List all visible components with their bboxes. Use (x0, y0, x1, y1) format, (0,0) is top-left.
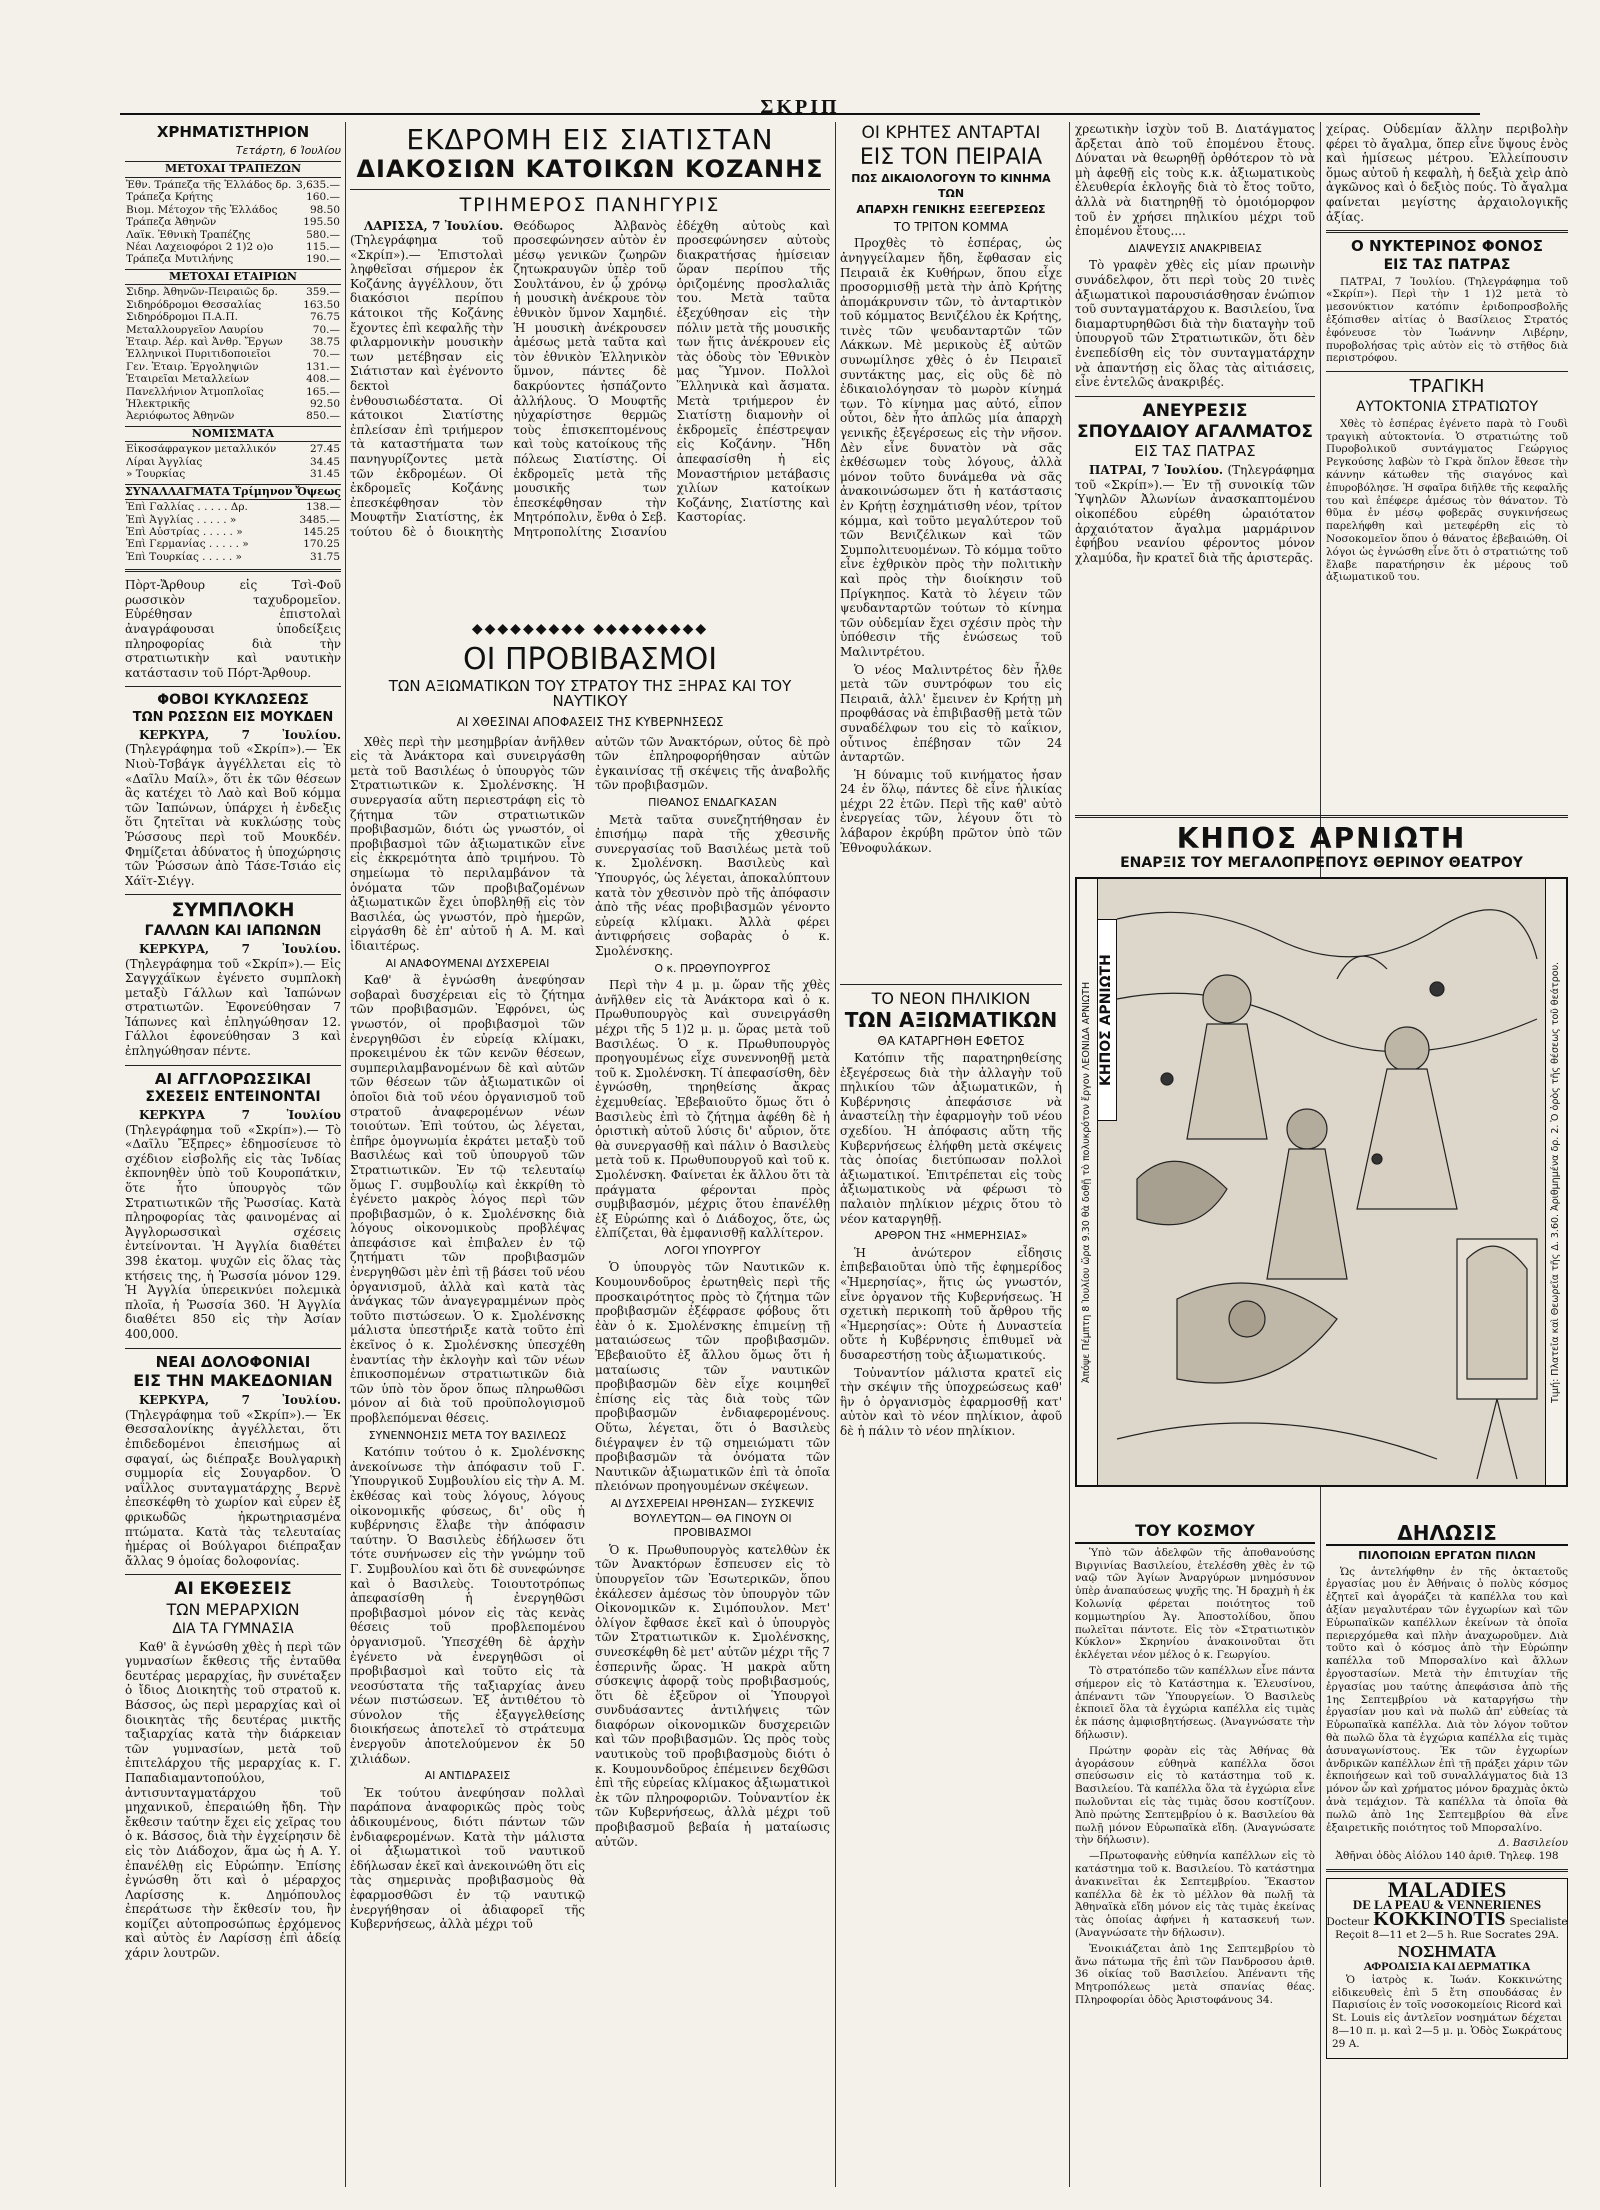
banks-name: Τράπεζα Κρήτης (126, 191, 214, 204)
a3-dateline: ΚΕΡΚΥΡΑ 7 Ἰουλίου (139, 1108, 341, 1123)
probibasmoi-columns (350, 735, 830, 2005)
divider (1075, 815, 1568, 818)
a3-sub: ΣΧΕΣΕΙΣ ΕΝΤΕΙΝΟΝΤΑΙ (145, 1089, 321, 1106)
dilosis-addr: Ἀθῆναι ὁδὸς Αἰόλου 140 ἀριθ. Τηλεφ. 198 (1335, 1850, 1559, 1863)
agalma-body: (Τηλεγράφημα τοῦ «Σκρίπ»).— Ἐν τῇ συνοικίᾳ τῶν Ὑψηλῶν Ἀλωνίων ἀνασκαπτομένου οἰκοπέδου εὑρέθη ὡραιότατον ἀρχαιότατον ἄγαλμα μαρμάρινον ἐφήβου νεανίου φέροντος μόνον χλαμύδα, ἢν κρατεῖ διὰ τῆς ἀριστερᾶς. (1075, 463, 1315, 565)
divider (125, 1348, 341, 1349)
companies-value: 163.50 (303, 298, 340, 311)
coins-row (125, 443, 341, 455)
a5-sub2: ΔΙΑ ΤΑ ΓΥΜΝΑΣΙΑ (172, 1620, 294, 1637)
probibasmoi-body-g: Ὁ ὑπουργὸς τῶν Ναυτικῶν κ. Κουμουνδοῦρος ἐρωτηθεὶς περὶ τῆς προσκαιρότητος πρὸς τὸ ζήτημα τῶν προβιβασμῶν ἐξέφρασε φόβους ὅτι ἐὰν ὁ κ. Σμολένσκης ἐπιμείνῃ τῇ ματαιώσεως τῶν προβιβασμῶν. Ἐβεβαιοῦτο ἐξ ἄλλου ὅμως ὅτι ἡ ματαίωσις τῶν ναυτικῶν προβιβασμῶν δὲν εἶχε κοιμηθεῖ ἐπίσης εἰς τὰς διὰ τοὺς τῶν προβιβασμῶν ἐνδιαφερομένους. Οὕτω, λέγεται, ὅτι ὁ Βασιλεὺς διέγραψεν ἐν τῷ σημειώματι τῶν προβιβασμῶν τὰ ὀνόματα τῶν Ναυτικῶν ἀξιωματικῶν ἐπὶ τὰ ὁποῖα πλειόνων προηγουμένων σκέψεων. (595, 1260, 830, 1494)
probibasmoi-sub: ΤΩΝ ΑΞΙΩΜΑΤΙΚΩΝ ΤΟΥ ΣΤΡΑΤΟΥ ΤΗΣ ΞΗΡΑΣ ΚΑΙ ΤΟΥ ΝΑΥΤΙΚΟΥ (388, 676, 792, 711)
autoktonia-body: Χθὲς τὸ ἑσπέρας ἐγένετο παρὰ τὸ Γουδὶ τραγικὴ αὐτοκτονία. Ὁ στρατιώτης τοῦ Πυροβολικοῦ συντάγματος Γεώργιος Ρεγκούσης λαβὼν τὸ Γκρὰ ὅπλον ἔθεσε τὴν κάννην κάτωθεν τῆς σιαγόνος καὶ ἐπυροβόλησε. Ἡ σφαῖρα διῆλθε τῆς κεφαλῆς του καὶ ἐπέφερε ἀμέσως τὸν θάνατον. Τὸ θῦμα ἐν μέσῳ φοβερᾶς συγκινήσεως παρελήφθη καὶ μετεφέρθη εἰς τὸ Νοσοκομεῖον ὅπου ὁ θάνατος ἐβεβαιώθη. Οἱ λόγοι ὡς ἐγνώσθη εἶνε ὅτι ὁ στρατιώτης τοῦ ἔλαβε παρατήρησιν ἐκ μέρους τοῦ ἀξιωματικοῦ του. (1326, 417, 1568, 584)
a2-sub: ΓΑΛΛΩΝ ΚΑΙ ΙΑΠΩΝΩΝ (144, 923, 322, 940)
kretes-sub4: ΤΟ ΤΡΙΤΟΝ ΚΟΜΜΑ (893, 219, 1009, 234)
divider (125, 569, 341, 572)
a4-body: (Τηλεγράφημα τοῦ «Σκρίπ»).— Ἐκ Θεσσαλονίκης ἀγγέλλεται, ὅτι ἐπιδεδομένοι ἐπεισήμως αἱ σφαγαί, ὡς διέπραξε Βουλγαρικὴ συμμορία εἰς Σουγαρδον. Ὁ ναΐλλος συνταγματάρχης Βερνὲ ἐπεσκέφθη τὸ χωρίον καὶ εὗρεν ἐξ φρικωδῶς ἠκρωτηριασμένα πτώματα. Κατὰ τὰς τελευταίας ἡμέρας οἱ Βούλγαροι διέπραξαν ἄλλας 9 ὁμοίας δολοφονίας. (125, 1407, 341, 1568)
coins-name: Λίραι Ἀγγλίας (126, 455, 203, 468)
companies-table (125, 286, 341, 422)
kipos-head: ΚΗΠΟΣ ΑΡΝΙΩΤΗ (1176, 822, 1467, 855)
companies-value: 70.— (312, 323, 340, 336)
tagmata-body2: Ἡ ἀνώτερον εἶδησις ἐπιβεβαιοῦται ὑπὸ τῆς ἐφημερίδος «Ἡμερησίας», ἥτις ὡς γνωστόν, εἶνε ὀργανον τῆς Κυβερνήσεως. Ἡ σχετικὴ περικοπὴ τοῦ ἄρθρου τῆς «Ἡμερησίας»: Οὐτε ἡ Δυναστεία οὔτε ἡ Κυβέρνησις ἐπιθυμεῖ νὰ δυσαρεστήσῃ τοὺς ἀξιωματικούς. (840, 1245, 1062, 1362)
companies-row (125, 361, 341, 373)
banks-value: 195.50 (303, 216, 340, 229)
probibasmoi-h-f: ΛΟΓΟΙ ΥΠΟΥΡΓΟΥ (664, 1243, 761, 1257)
ekdromi-dateline: ΛΑΡΙΣΣΑ, 7 Ἰουλίου. (364, 218, 504, 233)
column-2 (350, 122, 830, 2184)
tagmata-h-a: ΑΡΘΡΟΝ ΤΗΣ «ΗΜΕΡΗΣΙΑΣ» (874, 1229, 1028, 1243)
tagmata-head: ΤΟ ΝΕΟΝ ΠΗΛΙΚΙΟΝ (871, 988, 1031, 1008)
a3-body: (Τηλεγράφημα τοῦ «Σκρίπ»).— Τὸ «Δαῖλυ Ἔξπρες» ἐδημοσίευσε τὸ σχέδιον εἰσβολῆς εἰς τὰς Ἰνδίας ἐκπονηθὲν ὑπὸ τοῦ Κουροπάτκιν, ὅτε ἦτο ὑπουργὸς τῶν Στρατιωτικῶν τῆς Ῥωσσίας. Κατὰ πληροφορίας τὰς φαινομένας αἱ Ἀγγλορωσσικαὶ σχέσεις ἐντείνονται. Ἡ Ἀγγλία διαθέτει 398 ἑκατομ. ψυχῶν εἰς ὅλας τὰς κτήσεις της, ἡ Ῥωσσία μόνον 129. Ἡ Ἀγγλία ὑπερεικνύει πολεμικὰ πλοῖα, ἡ Ῥωσσία 360. Ἡ Ἀγγλία διαθέτει 850 εἰς τὴν Ἀσίαν 400,000. (125, 1122, 341, 1342)
kretes-body2: Ὁ νέος Μαλιντρέτος δὲν ἦλθε μετὰ τῶν συντρόφων του εἰς Πειραιᾶ, ἀλλ' ἔμεινεν ἐν Κρήτῃ μὴ προφθάσας νὰ ἐπιβιβασθῇ μετὰ τῶν συναδέλφων του εἰς τὸ καΐκιον, οὗτινος ἐπέβησαν τῶν 24 ἀνταρτῶν. (840, 662, 1062, 765)
fx-title: ΣΥΝΑΛΛΑΓΜΑΤΑ (125, 484, 231, 498)
coins-value: 27.45 (309, 443, 340, 456)
coins-row (125, 468, 341, 480)
fx-row (125, 538, 341, 550)
c4-body-a: Τὸ γραφὲν χθὲς εἰς μίαν πρωινὴν συνάδελφον, ὅτι περὶ τοὺς 20 τινὲς ἀξιωματικοὶ παρουσιάσθησαν ἐνώπιον τοῦ συνταγματάρχου κ. Βασιλείου, ἵνα διαμαρτυρηθῶσι διὰ τὴν διαταγὴν τοῦ ὑπουργοῦ τῶν Στρατιωτικῶν, ὅτι δὲν ἐνεπεδίσθη εἰς τὸν συνταγματάρχην νὰ ἀπαντήσῃ εἰς ὅλας τὰς αἰτιάσεις, εἶνε ἐντελῶς ἀνακριβές. (1075, 258, 1315, 390)
kretes-body3: Ἡ δύναμις τοῦ κινήματος ἦσαν 24 ἐν ὅλῳ, πάντες δὲ εἶνε ἡλικίας μέχρι 22 ἐτῶν. Περὶ τῆς καθ' αὐτὸ ἐνεργείας τῶν, λέγουν ὅτι τὸ λάβαρον ἐκρύβη πρῶτον ὑπὸ τῶν Ἐθνοφυλάκων. (840, 767, 1062, 855)
ekdromi-body: (Τηλεγράφημα τοῦ «Σκρίπ»).— Ἐπιστολαὶ ληφθεῖσαι σήμερον ἐκ Κοζάνης ἀγγέλλουν, ὅτι διακόσιοι περίπου κάτοικοι τῆς Κοζάνης ἔχοντες ἐπὶ κεφαλῆς τὴν φιλαρμονικὴν μουσικὴν των μετέβησαν εἰς Σιάτισταν καὶ ἐγένοντο δεκτοὶ ἐνθουσιωδέστατα. Οἱ κάτοικοι Σιατίστης ἐπλείσαν ἐπὶ τριήμερον τὰ καταστήματα των πανηγυρίζοντες μετὰ τῶν ἐκδρομέων. Οἱ ἐκδρομεῖς Κοζάνης ἐπεσκέφθησαν τὸν Μουφτῆν Σιατίστης, ἐκ τούτου δὲ ὁ διοικητὴς Θεόδωρος Ἀλβανὸς προσεφώνησεν αὐτὸν ἐν μέσῳ γενικῶν ζωηρῶν ζητωκραυγῶν ὑπὲρ τοῦ Σουλτάνου, ἐν ᾧ χρόνῳ ἡ μουσικὴ ἀνέκρουε τὸν ἐθνικὸν ὕμνον Χαμηδιέ. Ἡ μουσικὴ ἀνέκρουσεν ἀμέσως μετὰ ταῦτα καὶ τὸν ἐθνικὸν Ἑλληνικὸν ὕμνον, πάντες δὲ δακρύοντες ἠσπάζοντο ἀλλήλους. Ὁ Μουφτῆς ηὐχαρίστησε θερμῶς τοὺς ἐπισκεπτομένους καὶ τοὺς κατοίκους τῆς πόλεως Σιατίστης. Οἱ ἐκδρομεῖς μετὰ τῆς μουσικῆς των ἐπεσκέφθησαν τὴν Μητρόπολιν, ἔνθα ὁ Σεβ. Μητροπολίτης Σισανίου ἐδέχθη αὐτοὺς καὶ προσεφώνησεν αὐτοὺς διακρατήσας ἡμίσειαν ὥραν περίπου τῆς ὁριζομένης προσλαλιᾶς του. Μετὰ ταῦτα ἐξεχύθησαν εἰς τὴν πόλιν μετὰ τῆς μουσικῆς των ἥτις ἀνέκρουεν εἰς τὰς ὁδοὺς τὸν Ἐθνικὸν μας Ὕμνον. Πολλοὶ Ἕλληνικὰ καὶ ἄσματα. Μετὰ τριήμερον ἐν Σιατίστῃ διαμονὴν οἱ ἐκδρομεῖς ἐπέστρεψαν εἰς Κοζάνην. Ἤδη ἀπεφασίσθη ἡ εἰς Μοναστήριον μετάβασις χιλίων κατοίκων Κοζάνης, Σιατίστης καὶ Καστορίας. (350, 218, 830, 539)
kosmou-body3: Πρώτην φορὰν εἰς τὰς Ἀθήνας θὰ ἀγοράσουν εὐθηνὰ καπέλλα ὅσοι σπεύσωσιν εἰς τὸ κατάστημα τοῦ κ. Βασιλείου. Τὰ καπέλλα ὅλα τὰ ἐγχώρια εἶνε πωλοῦνται εἰς τὰς τιμὰς ὅσου κοστίζουν. Ἀπὸ πρώτης Σεπτεμβρίου ὁ κ. Βασιλείου θὰ πωλῇ μόνον Εὐρωπαϊκὰ εἴδη. (Ἀναγνώσατε τὴν δήλωσιν). (1075, 1744, 1315, 1847)
fx-name: Ἐπὶ Αὐστρίας . . . . . » (126, 526, 243, 539)
a5-head: ΑΙ ΕΚΘΕΣΕΙΣ (174, 1579, 292, 1600)
probibasmoi-h-d: ΠΙΘΑΝΟΣ ΕΝΔΑΓΚΑΣΑΝ (648, 796, 777, 810)
kretes-body: Προχθὲς τὸ ἑσπέρας, ὡς ἀνηγγείλαμεν ἤδη, ἔφθασαν εἰς Πειραιᾶ ἐκ Κυθήρων, ὅπου εἶχε προσορμισθῇ μετὰ τὴν ἀπὸ Κρήτης ἀπομάκρυνσιν τῶν, τὸ ἀνταρτικὸν τοῦ κόμματος Βενιζέλου ἐκ Κρήτης, τινὲς τῶν ψευδανταρτῶν τῶν Λάκκων. Μὲ μερικοὺς ἐξ αὐτῶν συνωμίλησε χθὲς ὁ ἐν Πειραιεῖ συντάκτης μας, εἰς οὓς δὲ πὸ ἐδικαιολόγησαν τὸ μωρὸν κίνημά των. Τὸ κίνημα μας αὐτό, εἶπον οὗτοι, δὲν ἦτο ἁπλῶς μία ἀπαρχὴ γενικῆς ἐξεγέρσεως εἰς τὴν νῆσον. Δὲν εἶνε δυνατὸν νὰ σᾶς ἐκθέσωμεν τοὺς λόγους, ἀλλὰ μόνον τοῦτο δυνάμεθα νὰ σᾶς ἀνακοινώσωμεν ὅτι ἡ κατάστασις ἐν Κρήτῃ ἐσχημάτισθη νέον, τρίτον κόμμα, καὶ τοῦτο μεγαλύτερον τοῦ τῶν Βενιζέλικων καὶ τῶν Συμπολιτευομένων. Τὸ κόμμα τοῦτο εἶνε ἐχθρικὸν πρὸς τὴν πολιτικὴν καὶ πρὸς τὴν διοίκησιν τοῦ Πρίγκηπος. Κατὰ τὸ λέγειν τῶν ψευδανταρτῶν τούτων τὸ κίνημα τῶν οὐδεμίαν ἔχει σχέσιν πρὸς τὴν ὑπόθεσιν τῆς ἑνώσεως τοῦ Μαλιντρέτου. (840, 236, 1062, 659)
banks-name: Τράπεζα Μυτιλήνης (126, 253, 234, 266)
kipos-arnioti-ad (1075, 815, 1568, 1515)
divider (125, 686, 341, 687)
companies-name: Πανελλήνιον Ἀτμοπλοΐας (126, 385, 264, 398)
coins-table (125, 443, 341, 480)
probibasmoi-body-d: Ἐκ τούτου ἀνεφύησαν πολλαὶ παράπονα ἀναφορικῶς πρὸς τοὺς ἀδικουμένους, διότι πάντων τῶν ἐνδιαφερομένων. Κατὰ τὴν μάλιστα οἱ ἀξιωματικοὶ τοῦ ναυτικοῦ ἐδήλωσαν ἐκεῖ καὶ ἀνεκοινώθη ὅτι εἰς τὰς σημερινὰς προβιβασμοὺς θὰ ἐφαρμοσθῶσι ἐν τῷ ναυτικῷ ἐνεργήθησαν οἱ ἀδιαφορεῖ τῆς Κυβερνήσεως, ἀλλὰ μέχρι τοῦ (350, 1785, 585, 1932)
companies-name: Σιδηρόδρομοι Π.Α.Π. (126, 311, 238, 324)
banks-title: ΜΕΤΟΧΑΙ ΤΡΑΠΕΖΩΝ (125, 161, 341, 178)
a2-body: (Τηλεγράφημα τοῦ «Σκρίπ»).— Εἰς Σαγγχάϊκων ἐγένετο συμπλοκὴ μεταξὺ Γάλλων καὶ Ἰαπώνων στρατιωτῶν. Ἐφονεύθησαν 7 Ἰάπωνες καὶ ἐπληγώθησαν 12. Γάλλοι ἐφονεύθησαν 3 καὶ ἐπληγώθησαν πέντε. (125, 956, 341, 1059)
a1-sub: ΤΩΝ ΡΩΣΣΩΝ ΕΙΣ ΜΟΥΚΔΕΝ (132, 710, 334, 726)
dilosis-body: Ὡς ἀντελήφθην ἐν τῆς ὀκταετοῦς ἐργασίας μου ἐν Ἀθήναις ὁ πολὺς κόσμος ἐζητεῖ καὶ ἀγοράζει τὰ καπέλλα του καὶ ἀξίαν μεγαλυτέραν τῶν ἐγχωρίων καὶ τῶν Εὐρωπαϊκῶν καπέλλων ἐκείνων τὰ ὁποῖα περιερχόμεθα καὶ πλὴν ἀναχωροῦμεν. Διὰ τοῦτο καὶ ὁ κόσμος ἀπὸ τὴν Εὐρώπην καπέλλα τοῦ Μπορσαλίνο καὶ ἄλλων ἐργοστασίων. Μετὰ τὴν ἐπιτυχίαν τῆς ἐργασίας μου ταύτης ἀπεφάσισα ἀπὸ τῆς 1ης Σεπτεμβρίου νὰ καταργήσω τὴν ἐργασίαν μου καὶ νὰ πωλῶ ἀπ' εὐθείας τὰ Εὐρωπαϊκὰ καπέλλα. Διὰ τὸν λόγον τοῦτον θὰ πωλῶ ὅλα τὰ ἐγχώρια καπέλλα εἰς τιμὰς ἀσυναγωνίστους. Ἐκ τῶν ἐγχωρίων ἀνδρικῶν καπέλλων ἐπὶ τῇ πράξει χάριν τῶν ἐκποιήσεων καὶ τοῦ συναλλάγματος διὰ 13 μόνον ὧν καὶ χρήματος μόνον δραχμὰς ὀκτὼ ἀνὰ τεμάχιον. Τὰ καπέλλα τὰ ὁποῖα θὰ πωλῶ ἀπὸ 1ης Σεπτεμβρίου θὰ εἶνε ἐξαιρετικῆς ποιότητος τοῦ Μπορσαλίνο. (1326, 1565, 1568, 1834)
fx-col-sight: Ὄψεως (295, 484, 341, 498)
column-3 (840, 122, 1062, 2184)
companies-name: Σιδηρόδρομοι Θεσσαλίας (126, 298, 262, 311)
a4-dateline: ΚΕΡΚΥΡΑ, 7 Ἰουλίου. (139, 1393, 341, 1408)
banks-value: 115.— (306, 240, 340, 253)
probibasmoi-h-a: ΑΙ ΑΝΑΦΟΥΜΕΝΑΙ ΔΥΣΧΕΡΕΙΑΙ (385, 956, 550, 970)
companies-value: 92.50 (309, 398, 340, 411)
maladies-line2: DE LA PEAU & VENNERIENES (1352, 1896, 1542, 1912)
column-5-lower (1326, 1520, 1568, 2184)
probibasmoi-h-g: ΑΙ ΔΥΣΧΕΡΕΙΑΙ ΗΡΘΗΣΑΝ— ΣΥΣΚΕΨΙΣ ΒΟΥΛΕΥΤΩΝ— ΘΑ ΓΙΝΟΥΝ ΟΙ ΠΡΟΒΙΒΑΣΜΟΙ (610, 1496, 815, 1540)
exchange-title: ΧΡΗΜΑΤΙΣΤΗΡΙΟΝ (156, 123, 310, 141)
dilosis-sub: ΠΙΛΟΠΟΙΩΝ ΕΡΓΑΤΩΝ ΠΙΛΩΝ (1358, 1549, 1536, 1562)
divider (1326, 1869, 1568, 1872)
agalma-head: ΑΝΕΥΡΕΣΙΣ (1142, 400, 1248, 421)
divider (125, 1065, 341, 1066)
companies-row (125, 348, 341, 360)
dilosis-head: ΔΗΛΩΣΙΣ (1326, 1523, 1568, 1546)
kretes-sub2: ΠΩΣ ΔΙΚΑΙΟΛΟΓΟΥΝ ΤΟ ΚΙΝΗΜΑ ΤΩΝ (851, 171, 1051, 200)
companies-value: 38.75 (309, 336, 340, 348)
fonos-body: ΠΑΤΡΑΙ, 7 Ἰουλίου. (Τηλεγράφημα τοῦ «Σκρίπ»). Περὶ τὴν 1 1)2 μετὰ τὸ μεσονύκτιον κατόπιν ἐριδοπροσβολῆς ἐξόπισθεν αἰτίας ὁ Βασίλειος Στρατός ἐφόνευσε τὸν Ἰωάννην Λιβέρην, πυροβολήσας τρὶς αὐτὸν εἰς τὸ στῆθος διὰ περιστρόφου. (1326, 275, 1568, 365)
fx-row (125, 501, 341, 513)
ekdromi-body-block (350, 219, 830, 614)
probibasmoi-col-a (350, 735, 585, 2005)
divider (1326, 230, 1568, 233)
companies-name: Γεν. Ἑταιρ. Ἐργοληψιῶν (126, 360, 259, 373)
companies-row (125, 336, 341, 348)
coins-name: Εἰκοσάφραγκον μεταλλικόν (126, 443, 277, 456)
kretes-sub3: ΑΠΑΡΧΗ ΓΕΝΙΚΗΣ ΕΞΕΓΕΡΣΕΩΣ (856, 203, 1046, 217)
banks-name: Βιομ. Μέτοχον τῆς Ἑλλάδος (126, 203, 278, 216)
illus-side-text-right: Τιμή: Πλατεῖα καὶ Θεωρεῖα τῆς Δ. 3.60. Ἀριθμημένα δρ. 2. Ὁ ὁρὸς τῆς θέσεως τοῦ θεάτρου. (1545, 879, 1566, 1485)
a1-dateline: ΚΕΡΚΥΡΑ, 7 Ἰουλίου. (139, 727, 341, 742)
fx-row (125, 551, 341, 563)
probibasmoi-col-b-head: αὐτῶν τῶν Ἀνακτόρων, οὗτος δὲ πρὸ τῶν ἐπληροφορήθησαν αὐτῶν ἐγκαινίσας τῇ σκέψεις τῆς ἀναβολῆς τῶν προβιβασμῶν. (595, 734, 830, 793)
a4-sub: ΕΙΣ ΤΗΝ ΜΑΚΕΔΟΝΙΑΝ (133, 1371, 333, 1391)
divider (1326, 371, 1568, 372)
kosmou-head: ΤΟΥ ΚΟΣΜΟΥ (1075, 1523, 1315, 1544)
coins-title: ΝΟΜΙΣΜΑΤΑ (125, 426, 341, 443)
a1-head: ΦΟΒΟΙ ΚΥΚΛΩΣΕΩΣ (157, 692, 309, 709)
banks-row (125, 204, 341, 216)
fx-value: 31.75 (309, 550, 340, 563)
c5-top-text: χείρας. Οὐδεμίαν ἄλλην περιβολὴν φέρει τὸ ἄγαλμα, ὅπερ εἶνε ὕψους ἑνὸς καὶ ἡμίσεως μέτρου. Ἐλλείπουσιν ὅμως αὐτοῦ ἡ κεφαλὴ, ἡ δεξιὰ χεὶρ ἀπὸ ἀγκῶνος καὶ ὁ δεξιὸς πούς. Τὸ ἄγαλμα φαίνεται μεγίστης ἀρχαιολογικῆς ἀξίας. (1326, 122, 1568, 224)
banks-row (125, 191, 341, 203)
companies-row (125, 373, 341, 385)
dilosis-sign: Δ. Βασιλείου (1498, 1837, 1568, 1850)
companies-value: 165.— (306, 385, 340, 398)
tagmata-sub: ΤΩΝ ΑΞΙΩΜΑΤΙΚΩΝ (844, 1008, 1058, 1033)
divider (840, 984, 1062, 985)
companies-value: 359.— (306, 286, 340, 299)
companies-name: Μεταλλουργεῖον Λαυρίου (126, 323, 264, 336)
banks-name: Λαϊκ. Ἐθνικὴ Τραπέζης (126, 228, 251, 241)
banks-value: 190.— (306, 253, 340, 266)
masthead (0, 0, 1600, 118)
a5-sub: ΤΩΝ ΜΕΡΑΡΧΙΩΝ (166, 1600, 300, 1620)
fx-value: 170.25 (303, 538, 340, 551)
illus-side-text-left: Ἀπόψε Πέμπτη 8 Ἰουλίου ὥρα 9.30 θὰ δοθῇ τὸ πολυκρότον ἔργον ΛΕΟΝΙΔΑ ΑΡΝΙΩΤΗ (1077, 879, 1098, 1485)
companies-title: ΜΕΤΟΧΑΙ ΕΤΑΙΡΙΩΝ (125, 269, 341, 286)
agalma-dateline: ΠΑΤΡΑΙ, 7 Ἰουλίου. (1089, 463, 1224, 478)
ekdromi-sub: ΔΙΑΚΟΣΙΩΝ ΚΑΤΟΙΚΩΝ ΚΟΖΑΝΗΣ (356, 155, 824, 184)
column-rule (345, 122, 346, 2187)
nosimata-sub: ΑΦΡΟΔΙΣΙΑ ΚΑΙ ΔΕΡΜΑΤΙΚΑ (1363, 1959, 1531, 1974)
companies-value: 850.— (306, 410, 340, 423)
kosmou-body: Ὑπὸ τῶν ἀδελφῶν τῆς ἀποθανούσης Βιργινίας Βασιλείου, ἐτελέσθη χθὲς ἐν τῷ ναῷ τῶν Ἀγίων Ἀναργύρων μνημόσυνον ὑπὲρ ἀναπαύσεως ψυχῆς της. Ἡ δραχμὴ ἡ ἐκ Κολωνίᾳ φέρεται ποιότητος τοῦ κομμωτηρίου Ἀγ. Ἀποστολίδου, ὅπου πωλεῖται πάντοτε. Εἰς τὸν «Στρατιωτικὸν Κύκλον» Σκρηνίου ἀνακοινοῦται ὅτι ἐκλέγεται νέον μέλος ὁ κ. Γεωργίου. (1075, 1546, 1315, 1662)
c4-h-a: ΔΙΑΨΕΥΣΙΣ ΑΝΑΚΡΙΒΕΙΑΣ (1128, 241, 1262, 255)
kosmou-body2: Τὸ στρατόπεδο τῶν καπέλλων εἶνε πάντα σήμερον εἰς τὸ Κατάστημα κ. Ἐλευσίνου, ἀπέναντι τῶν Ὑπουργείων. Ὁ Βασιλεὺς ἐκποιεῖ ὅλα τὰ ἐγχώρια καπέλλα εἰς τιμὰς ἐκ πάσης ἀμφισβητήσεως. (Ἀναγνώσατε τὴν δήλωσιν). (1075, 1664, 1315, 1741)
companies-name: Ἑταιρεῖαι Μεταλλείων (126, 373, 250, 386)
probibasmoi-head: ΟΙ ΠΡΟΒΙΒΑΣΜΟΙ (462, 642, 718, 678)
banks-value: 580.— (306, 228, 340, 241)
fx-table (125, 501, 341, 563)
tagmata-sub2: ΘΑ ΚΑΤΑΡΓΗΘΗ ΕΦΕΤΟΣ (877, 1034, 1025, 1049)
tagmata-body3: Τοὐναντίον μάλιστα κρατεῖ εἰς τὴν σκέψιν τῆς ὑποχρεώσεως καθ' ἣν ὁ ὀργανισμὸς ἐφαρμοσθῇ κατ' αὐτὸν καὶ τὸ νέον πηλίκιον, ἀφοῦ δὲ ἡ πάλιν τὸ νέον πηλίκιον. (840, 1365, 1062, 1438)
banks-name: Ἐθν. Τράπεζα τῆς Ἑλλάδος δρ. (126, 178, 292, 191)
fx-name: Ἐπὶ Γερμανίας . . . . . » (126, 538, 249, 551)
maladies-ad (1326, 1878, 1568, 2059)
fx-row (125, 526, 341, 538)
banks-value: 160.— (306, 191, 340, 204)
kipos-sub: ΕΝΑΡΞΙΣ ΤΟΥ ΜΕΓΑΛΟΠΡΕΠΟΥΣ ΘΕΡΙΝΟΥ ΘΕΑΤΡΟΥ (1120, 855, 1523, 872)
banks-value: 98.50 (309, 203, 340, 216)
a3-head: ΑΙ ΑΓΓΛΟΡΩΣΣΙΚΑΙ (154, 1069, 312, 1088)
kretes-head: ΟΙ ΚΡΗΤΕΣ ΑΝΤΑΡΤΑΙ (861, 123, 1041, 143)
banks-row (125, 216, 341, 228)
probibasmoi-body-f: Περὶ τὴν 4 μ. μ. ὥραν τῆς χθὲς ἀνῆλθεν εἰς τὰ Ἀνάκτορα καὶ ὁ κ. Πρωθυπουργὸς καὶ συνειργάσθη μέχρι τῆς 5 1)2 μ. μ. ὥρας μετὰ τοῦ Βασιλέως. Ὁ κ. Πρωθυπουργὸς προηγουμένως εἶχε συνεννοηθῇ μετὰ τοῦ κ. Σμολένσκη. Τί ἀπεφασίσθη, δὲν ἐγνώσθη, τηρηθείσης ἄκρας ἐχεμυθείας. Ἐβεβαιοῦτο ὅμως ὅτι ὁ Βασιλεὺς ἐπὶ τὸ ζήτημα ἀφέθη δὲ ἡ ὁριστικὴ αὐτοῦ λύσις δι' αὔριον, ὅτε θὰ συνεργασθῇ καὶ πάλιν ὁ Βασιλεὺς μετὰ τοῦ κ. Πρωθυπουργοῦ καὶ τοῦ κ. Σμολένσκη. Φαίνεται ἐκ ἄλλου ὅτι τὰ πράγματα φέρονται πρὸς συμβιβασμόν, μέχρις ὅτου ἐπανέλθῃ ἐξ Εὐρώπης καὶ ὁ Διάδοχος, ὅτε, ὡς ἐλπίζεται, θὰ ἐμφανισθῇ καλλίτερον. (595, 978, 830, 1241)
fx-col-3m: Τρίμηνον (232, 484, 293, 498)
coins-value: 34.45 (309, 455, 340, 468)
divider (125, 1574, 341, 1575)
exchange-date: Τετάρτη, 6 Ἰουλίου (235, 143, 341, 157)
banks-row (125, 229, 341, 241)
companies-value: 131.— (306, 360, 340, 373)
fx-row (125, 514, 341, 526)
companies-row (125, 299, 341, 311)
divider (350, 189, 830, 190)
banks-row (125, 241, 341, 253)
a5-body: Καθ' ἃ ἐγνώσθη χθὲς ἡ περὶ τῶν γυμνασίων ἔκθεσις τῆς ἐνταῦθα δευτέρας μεραρχίας, ἣν συνέταξεν ὁ ἴδιος Διοικητὴς τοῦ στρατοῦ κ. Βάσσος, ὡς περὶ μεραρχίας καὶ οἱ διοικητὰς τῆς δευτέρας μικτῆς ταξιαρχίας κατὰ τὴν διάρκειαν τῶν γυμνασίων, μετὰ τοῦ ἐπιτελάρχου τῆς μεραρχίας κ. Γ. Παπαδιαμαντοπούλου, ἀντισυνταγματάρχου τοῦ μηχανικοῦ, ἐπεραιώθη ἤδη. Τὴν ἔκθεσιν ταύτην ἔχει εἰς χεῖρας του ὁ κ. Βάσσος, διὰ τὴν ἐγχείρησιν δὲ εἰς τὸν Διάδοχον, ἅμα ὡς ἡ Α. Υ. ἐπανέλθῃ εἰς Εὐρώπην. Ἐπίσης ἐγνώσθη ὅτι καὶ ὁ μέραρχος Λαρίσσης κ. Δημόπουλος ἐπεράτωσε τὴν ἔκθεσίν του, ἣν κομίζει αὐτοπροσώπως ἐρχόμενος καὶ αὐτὸς ἐν Λαρίσσῃ ἐπὶ ἀδείᾳ χάριν λουτρῶν. (125, 1639, 341, 1961)
fx-title-row (125, 484, 341, 501)
theater-illustration (1075, 877, 1568, 1487)
companies-row (125, 398, 341, 410)
companies-row (125, 410, 341, 422)
companies-value: 408.— (306, 373, 340, 386)
companies-row (125, 324, 341, 336)
divider (125, 894, 341, 895)
illus-title: ΚΗΠΟΣ ΑΡΝΙΩΤΗ (1097, 919, 1117, 1121)
fx-value: 145.25 (303, 526, 340, 539)
fx-value: 3485.— (299, 513, 340, 526)
fx-name: Ἐπὶ Ἀγγλίας . . . . . » (126, 513, 237, 526)
probibasmoi-col-b (595, 735, 830, 2005)
a4-head: ΝΕΑΙ ΔΟΛΟΦΟΝΙΑΙ (155, 1352, 311, 1371)
companies-row (125, 311, 341, 323)
agalma-sub2: ΕΙΣ ΤΑΣ ΠΑΤΡΑΣ (1134, 442, 1256, 461)
banks-value: 3,635.— (296, 178, 340, 191)
maladies-line4: Specialiste (1509, 1916, 1568, 1929)
fx-value: 138.— (306, 501, 340, 514)
fonos-sub: ΕΙΣ ΤΑΣ ΠΑΤΡΑΣ (1383, 256, 1511, 273)
nosimata-body: Ὁ ἰατρὸς κ. Ἰωάν. Κοκκινώτης εἰδικευθεὶς ἐπὶ 5 ἔτη σπουδάσας ἐν Παρισίοις ἐν τοῖς νοσοκομείοις Ricord καὶ St. Louis εἰς ἀντλεῖον νοσημάτων δέχεται 8—10 π. μ. καὶ 2—5 μ. μ. Ὁδὸς Σωκράτους 29 Α. (1332, 1973, 1562, 2050)
maladies-doctor-name: KOKKINOTIS (1373, 1908, 1506, 1931)
fx-name: Ἐπὶ Τουρκίας . . . . . » (126, 550, 242, 563)
coins-name: » Τουρκίας (126, 468, 186, 481)
companies-name: Ἑλληνικοὶ Πυριτιδοποιεῖοι (126, 348, 272, 361)
a2-head: ΣΥΜΠΛΟΚΗ (171, 899, 295, 922)
port-arthur-text: Πὸρτ-Ἄρθουρ εἰς Τσὶ-Φοῦ ρωσσικὸν ταχυδρομεῖον. Εὑρέθησαν ἐπιστολαὶ ἀναγράφουσαι ὑποδείξεις πληροφορίας διὰ τὴν στρατιωτικὴν καὶ ναυτικὴν κατάστασιν τοῦ Πόρτ-Ἄρθουρ. (125, 578, 341, 680)
banks-row (125, 179, 341, 191)
probibasmoi-h-e: Ο κ. ΠΡΩΘΥΠΟΥΡΓΟΣ (654, 961, 771, 975)
masthead-rule (120, 113, 1480, 115)
banks-table (125, 179, 341, 266)
c4-top-text: χρεωτικὴν ἰσχὺν τοῦ Β. Διατάγματος ἄρξεται ἀπὸ τοῦ ἐπομένου ἔτους. Δύναται νὰ θεωρηθῇ ὀρθότερον τὸ νὰ μὴ ἀφεθῇ εἰς τοὺς κ.κ. ἀξιωματικοὺς ἐλευθερία ἐκλογῆς διὰ τὸ ἔτος τοῦτο, ἀλλὰ νὰ διατηρηθῇ τὸ ὁμοιόμορφον τοῦ ἐν χρήσει πηλικίου μέχρι τοῦ ἐπομένου ἔτους.... (1075, 122, 1315, 239)
kretes-sub: ΕΙΣ ΤΟΝ ΠΕΙΡΑΙΑ (859, 144, 1043, 170)
banks-row (125, 253, 341, 265)
column-rule (835, 122, 836, 2187)
a1-body: (Τηλεγράφημα τοῦ «Σκρίπ»).— Ἐκ Νιοὺ-Τσβάγκ ἀγγέλλεται εἰς τὸ «Δαῖλυ Μαίλ», ὅτι ἐκ τῶν θέσεων ἃς κατέχει τὸ Λαὸ καὶ Βοῦ κόμμα τῶν Ἰαπώνων, ὑπάρχει ἡ ἐνδεξις ὅτι ζητεῖται νὰ κυκλώσῃς τοὺς Ῥώσσους περὶ τοῦ Μουκδέν. Φημίζεται ἀδύνατος ἡ ὑποχώρησις τῶν Ῥώσσων ἀπὸ Τάσε-Τσιάο εἰς Χάϊτ-Σιέγγ. (125, 742, 341, 888)
a2-dateline: ΚΕΡΚΥΡΑ, 7 Ἰουλίου. (139, 941, 341, 956)
probibasmoi-body-e: Μετὰ ταῦτα συνεζητήθησαν ἐν ἐπισήμῳ παρὰ τῆς χθεσινῆς συνεργασίας τοῦ Βασιλέως μετὰ τοῦ κ. Σμολένσκη. Βασιλεὺς καὶ Ὑπουργός, ὡς λέγεται, ἀποκαλύπτουν κατὰ τὸν χθεσινὸν πρὸ τῆς ἀπόφασιν ἀπὸ τῆς νέας προβιβασμῶν γένοντο εὐρείᾳ κλίμακι. Ἀλλὰ φέρει ἀντιφρήσεις σοβαρὰς ὁ κ. Σμολένσκης. (595, 812, 830, 959)
probibasmoi-body-b: Καθ' ἃ ἐγνώσθη ἀνεφύησαν σοβαραὶ δυσχέρειαι εἰς τὸ ζήτημα τῶν προβιβασμῶν. Ἐφρόνει, ὡς γνωστόν, οἱ προβιβασμοὶ τῶν ἐνεργηθῶσι ἐν εὐρείᾳ κλίμακι, προκειμένου ἐκ τῶν κενῶν θέσεων, συμπεριλαμβανομένων δὲ καὶ αὐτῶν τῶν θέσεων τῶν ἀξιωματικῶν οἱ ὁποῖοι διὰ τοῦ νέου ὀργανισμοῦ τοῦ στρατοῦ ἀναφερομένων νέων τοιούτων. Ἐπὶ τούτου, ὡς λέγεται, ἐπῆρε ὁμογνωμία ἐκράτει μεταξὺ τοῦ Βασιλέως καὶ τοῦ ὑπουργοῦ τῶν Στρατιωτικῶν. Ἐν τῷ τελευταίῳ ὅμως Γ. συμβουλίῳ καὶ ἐκκρίθη τὸ ἐγένετο μακρὸς λόγος περὶ τῶν προβιβασμῶν, ὁ κ. Σμολένσκης διὰ λόγους οἰκονομικοὺς προβλέψας ἀπεφάσισε καὶ ἐπιβαλεν ἐν τῷ ζητήματι τῶν προβιβασμῶν ἐνεργηθῶσι μὲν ἐπὶ τῇ βάσει τοῦ νέου ὀργανισμοῦ, ἀλλὰ καὶ κατὰ τὰς ἀνάγκας τῶν ἀναγεγραμμένων πρὸς τοῦτο πιστώσεων. Ὁ κ. Σμολένσκης μάλιστα ὑπεστήριξε κατὰ τοῦτο ἐπὶ ἐκεῖνος ὁ κ. Σμολένσκης ὑπεσχέθη ἐναντίας τὴν ἐκλογὴν καὶ τῶν νέων ἐπικοσπομένων στρατιωτικῶν διὰ τῶν ὑπὸ τὸν ὅρον ὅπως πληρωθῶσι μόνον αἱ διὰ τοῦ προϋπολογισμοῦ προβλεπόμεναι θέσεις. (350, 973, 585, 1426)
column-1 (125, 122, 341, 2184)
autoktonia-head: ΤΡΑΓΙΚΗ (1409, 376, 1485, 398)
masthead-title: ΣΚΡΙΠ (760, 96, 840, 118)
maladies-name-row (1326, 1908, 1568, 1931)
probibasmoi-h-b: ΣΥΝΕΝΝΟΗΣΙΣ ΜΕΤΑ ΤΟΥ ΒΑΣΙΛΕΩΣ (368, 1428, 567, 1442)
fonos-head: Ο ΝΥΚΤΕΡΙΝΟΣ ΦΟΝΟΣ (1351, 237, 1543, 256)
ornament-divider: ◆◆◆◆◆◆◆◆◆ ◆◆◆◆◆◆◆◆◆ (471, 620, 709, 637)
divider (1075, 396, 1315, 397)
agalma-sub: ΣΠΟΥΔΑΙΟΥ ΑΓΑΛΜΑΤΟΣ (1077, 421, 1313, 442)
kosmou-body4: —Πρωτοφανὴς εὐθηνία καπέλλων εἰς τὸ κατάστημα τοῦ κ. Βασιλείου. Τὸ κατάστημα ἀνακινεῖται ἐκ Σεπτεμβρίου. Ἕκαστον καπέλλα δὲ ἐκ τὸ μέλλον θὰ πωλῇ τὰ Ἀθηναϊκὰ εἴδη μόνον εἰς τὰς τιμὰς ἐκείνας τὰς ὁποίας ἀφήνει ἡ κατασκευή των. (Ἀναγνώσατε τὴν δήλωσιν). (1075, 1850, 1315, 1939)
fx-name: Ἐπὶ Γαλλίας . . . . . Δρ. (126, 501, 248, 514)
probibasmoi-body-c: Κατόπιν τούτου ὁ κ. Σμολένσκης ἀνεκοίνωσε τὴν ἀπόφασιν τοῦ Γ. Ὑπουργικοῦ Συμβουλίου εἰς τὴν Α. Μ. ἐκθέσας καὶ τοὺς λόγους, λόγους οἰκονομικῆς φύσεως, δι' οὓς ἡ κυβέρνησις ἔλαβε τὴν ἀπόφασιν ταύτην. Ὁ Βασιλεὺς ἐδήλωσεν ὅτι τότε συνήνωσεν εἰς τὴν γνώμην τοῦ Γ. Συμβουλίου καὶ ὅτι δὲ συνεφώνησε καὶ ὁ Βασιλεὺς. Τοιουτοτρόπως ἀπεφασίσθη ἡ ἐνεργηθῶσι προβιβασμοὶ μόνον εἰς τὰς κενὰς θέσεις τοῦ προβλεπομένου ὀργανισμοῦ. Ὑπεσχέθη δὲ ἀρχὴν ἐγένετο νὰ ἐνεργηθῶσι οἱ προβιβασμοὶ καὶ τοῦτο εἰς τὰ νεοσύστατα τῆς ταξιαρχίας ἀνευ νέων πιστώσεων. Ἐξ ἀντιθέτου τὸ σύνολον τῆς ἐξαγγελθείσης διοικήσεως ἀποτελεῖ τὸ στράτευμα ἐνεργοῦν ἀποτελούμενον ἐκ 50 χιλιάδων. (350, 1445, 585, 1766)
tagmata-body: Κατόπιν τῆς παρατηρηθείσης ἐξεγέρσεως διὰ τὴν ἀλλαγὴν τοῦ πηλικίου τῶν ἀξιωματικῶν, ἡ Κυβέρνησις ἀπεφάσισε νὰ ἀναστείλῃ τὴν ἐφαρμογὴν τοῦ νέου σχεδίου. Ἡ ἀπόφασις αὕτη τῆς Κυβερνήσεως ἐλήφθη μετὰ σκέψεις τὰς ὁποίας διετύπωσαν πολλοὶ ἀξιωματικοί. Ἐπιτρέπεται εἰς τοὺς ἀξιωματικοὺς νὰ φέρωσι τὸ παλαιὸν πηλίκιον μέχρις ὅτου τὸ νέον καταργηθῇ. (840, 1051, 1062, 1226)
companies-name: Σιδηρ. Ἀθηνῶν-Πειραιῶς δρ. (126, 286, 278, 299)
column-rule (1069, 122, 1070, 2187)
companies-row (125, 386, 341, 398)
banks-name: Τράπεζα Ἀθηνῶν (126, 216, 217, 229)
banks-name: Νέαι Λαχειοφόροι 2 1)2 ο)ο (126, 240, 274, 253)
autoktonia-sub: ΑΥΤΟΚΤΟΝΙΑ ΣΤΡΑΤΙΩΤΟΥ (1356, 399, 1538, 416)
column-5 (1326, 122, 1568, 812)
coins-value: 31.45 (309, 468, 340, 481)
probibasmoi-sub2: ΑΙ ΧΘΕΣΙΝΑΙ ΑΠΟΦΑΣΕΙΣ ΤΗΣ ΚΥΒΕΡΝΗΣΕΩΣ (456, 715, 724, 730)
probibasmoi-body-h: Ὁ κ. Πρωθυπουργὸς κατελθὼν ἐκ τῶν Ἀνακτόρων ἔσπευσεν εἰς τὸ ὑπουργεῖον τῶν Ἐσωτερικῶν, ὅπου ἐκάλεσεν ἀμέσως τὸν ὑπουργὸν τῶν Οἰκονομικῶν κ. Σιμόπουλον. Μετ' ὀλίγον ἔφθασε ἐκεῖ καὶ ὁ ὑπουργὸς τῶν Στρατιωτικῶν κ. Σμολένσκης, συνεσκέφθη δὲ μετ' αὐτῶν μέχρι τῆς 7 ἑσπερινῆς ὥρας. Ἡ μακρὰ αὕτη σύσκεψις ἀφορᾷ τοὺς προβιβασμούς, ὅτι δὲ ἐξεῦρον οἱ Ὑπουργοὶ συνδυάσαντες ἀντιλήψεις τῶν διαφόρων οἰκονομικῶν δυσχερειῶν καὶ τῶν προβιβασμῶν. Ὡς πρὸς τοὺς ναυτικοὺς τοῦ προβιβασμοὺς διότι ὁ κ. Κουμουνδοῦρος ἐπέμεινεν δεχθῶσι ἐπὶ τῆς εὐρείας κλίμακος ἀξιωματικοὶ ἐκ τῶν πληροφοριῶν. Τοὐναντίον ἐκ τῶν Κυβερνήσεως, ἀλλὰ μέχρι τοῦ προβιβασμοῦ βεβαία ἡ ματαίωσις αὐτῶν. (595, 1542, 830, 1849)
theater-scene-drawing (1077, 879, 1568, 1487)
companies-name: Ἑταιρ. Ἀέρ. καὶ Ἀνθρ. Ἔργων (126, 336, 283, 348)
maladies-line1: MALADIES (1387, 1876, 1507, 1902)
companies-value: 70.— (312, 348, 340, 361)
probibasmoi-h-c: ΑΙ ΑΝΤΙΔΡΑΣΕΙΣ (424, 1769, 511, 1783)
ekdromi-head: ΕΚΔΡΟΜΗ ΕΙΣ ΣΙΑΤΙΣΤΑΝ (406, 123, 774, 156)
maladies-line3: Docteur (1326, 1916, 1370, 1929)
coins-row (125, 456, 341, 468)
companies-name: Ἠλεκτρικῆς (126, 398, 190, 411)
companies-name: Ἀεριόφωτος Ἀθηνῶν (126, 410, 235, 423)
maladies-line5: Reçoit 8—11 et 2—5 h. Rue Socrates 29Α. (1335, 1928, 1559, 1941)
column-4-lower (1075, 1520, 1315, 2184)
kosmou-body5: Ἐνοικιάζεται ἀπὸ 1ης Σεπτεμβρίου τὸ ἄνω πάτωμα τῆς ἐπὶ τῶν Πανδροσου ἀριθ. 36 οἰκίας τοῦ Βασιλείου. Ἀπέναντι τῆς Μητροπόλεως μετὰ σπανίας θέας. Πληροφορίαι ὁδὸς Ἀριστοφάνους 34. (1075, 1942, 1315, 2006)
probibasmoi-body-a: Χθὲς περὶ τὴν μεσημβρίαν ἀνῆλθεν εἰς τὰ Ἀνάκτορα καὶ συνειργάσθη μετὰ τοῦ Βασιλέως ὁ ὑπουργὸς τῶν Στρατιωτικῶν κ. Σμολένσκης. Ἡ συνεργασία αὕτη περιεστράφη εἰς τὸ ζήτημα τῶν στρατιωτικῶν προβιβασμῶν, διότι ὡς γνωστόν, οἱ προβιβασμοὶ τῶν ἀξιωματικῶν εἶνε εἰς ἐκκρεμότητα ἀπὸ τριμήνου. Τὸ σημείωμα τὸ περιλαμβάνον τὰ ὀνόματα τῶν προβιβαζομένων ἀξιωματικῶν ἔχει ὑποβληθῇ εἰς τὸν Βασιλέα, ὡς γνωστόν, πρὸ ἡμερῶν, εἰργάσθη δὲ ἐπ' αὐτοῦ ἡ Α. Μ. καὶ ἰδιαιτέρως. (350, 734, 585, 954)
companies-row (125, 286, 341, 298)
nosimata-head: ΝΟΣΗΜΑΤΑ (1397, 1941, 1497, 1961)
ekdromi-sub2: ΤΡΙΗΜΕΡΟΣ ΠΑΝΗΓΥΡΙΣ (459, 193, 721, 216)
companies-value: 76.75 (309, 311, 340, 324)
